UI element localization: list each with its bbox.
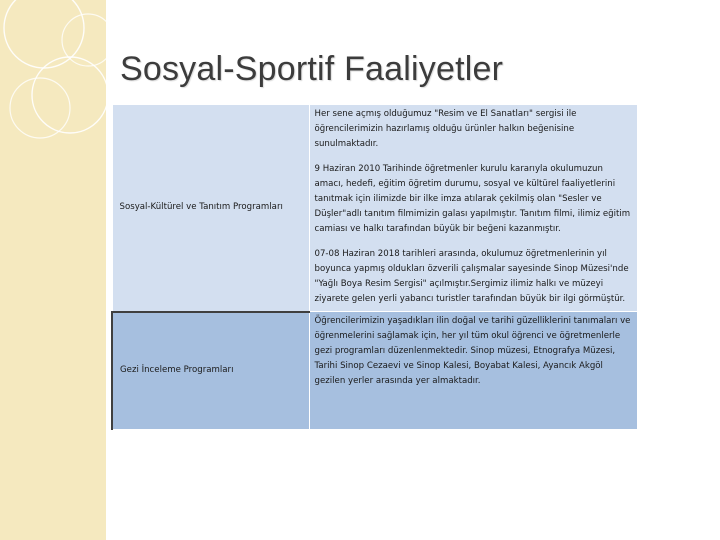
table-row	[112, 105, 637, 312]
row-label: Gezi İnceleme Programları	[112, 312, 309, 430]
row-description	[309, 312, 637, 430]
row-description	[309, 105, 637, 312]
decorative-circles	[0, 0, 106, 540]
description-paragraph: 07-08 Haziran 2018 tarihleri arasında, okulumuz öğretmenlerinin yıl boyunca yapmış oldukları özverili çalışmalar sayesinde Sinop Müzesi'nde "Yağlı Boya Resim Sergisi" açılmıştır.Sergimiz ilimiz halkı ve müzeyi ziyarete gelen yerli yabancı turistler tarafından büyük bir ilgi görmüştür.	[314, 249, 629, 304]
description-paragraph: Her sene açmış olduğumuz "Resim ve El Sanatları" sergisi ile öğrencilerimizin hazırlamış olduğu ürünler halkın beğenisine sunulmaktadır.	[314, 109, 577, 149]
slide-title: Sosyal-Sportif Faaliyetler	[120, 50, 504, 88]
decorative-side-band	[0, 0, 106, 540]
description-paragraph: 9 Haziran 2010 Tarihinde öğretmenler kurulu kararıyla okulumuzun amacı, hedefi, eğitim öğretim durumu, sosyal ve kültürel faaliyetlerini tanıtmak için ilimizde bir ilke imza atılarak çekilmiş olan "Sesler ve Düşler"adlı tanıtım filmimizin galası yapılmıştır. Tanıtım filmi, ilimiz eğitim camiası ve halkı tarafından büyük bir beğeni kazanmıştır.	[314, 164, 631, 234]
activities-table	[111, 104, 638, 430]
description-paragraph: Öğrencilerimizin yaşadıkları ilin doğal ve tarihi güzelliklerini tanımaları ve öğrenmelerini sağlamak için, her yıl tüm okul öğrenci ve öğretmenlerle gezi programları düzenlenmektedir. Sinop müzesi, Etnografya Müzesi, Tarihi Sinop Cezaevi ve Sinop Kalesi, Boyabat Kalesi, Ayancık Akgöl gezilen yerler arasında yer almaktadır.	[314, 316, 631, 386]
table-row	[112, 312, 637, 430]
row-label: Sosyal-Kültürel ve Tanıtım Programları	[112, 105, 309, 312]
